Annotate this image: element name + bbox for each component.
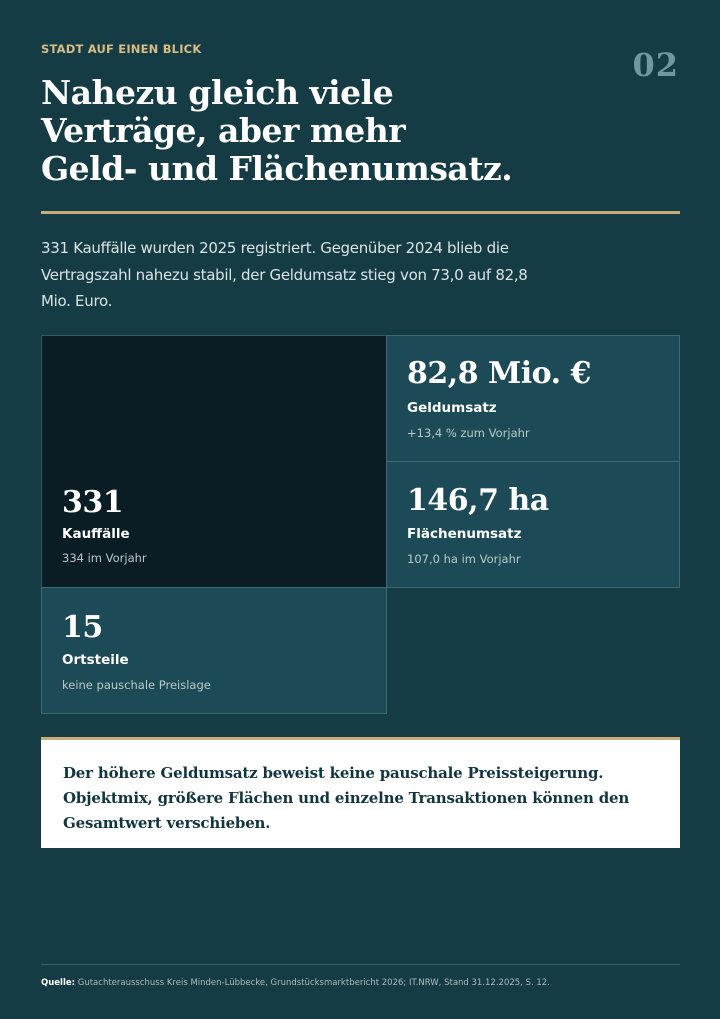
stat-note: 107,0 ha im Vorjahr	[407, 552, 521, 566]
stat-tile-kauffaelle	[41, 335, 387, 588]
footer-divider	[41, 964, 680, 965]
stat-value: 15	[62, 610, 103, 645]
title-line: Geld- und Flächenumsatz.	[41, 149, 513, 188]
source-note	[41, 978, 680, 988]
title-line: Nahezu gleich viele	[41, 73, 394, 112]
section-eyebrow: STADT AUF EINEN BLICK	[41, 42, 202, 56]
stat-label: Geldumsatz	[407, 400, 497, 416]
stat-tile-ortsteile	[41, 587, 387, 714]
stat-tile-flaechenumsatz	[386, 461, 680, 588]
callout-text: Der höhere Geldumsatz beweist keine pauschale Preissteigerung. Objektmix, größere Flächen und einzelne Transaktionen können den Gesamtwert verschieben.	[63, 764, 630, 832]
stat-note: +13,4 % zum Vorjahr	[407, 426, 530, 440]
stat-label: Flächenumsatz	[407, 526, 522, 542]
source-text: Gutachterausschuss Kreis Minden-Lübbecke, Grundstücksmarktbericht 2026; IT.NRW, Stand 31.12.2025, S. 12.	[77, 978, 550, 988]
stat-label: Ortsteile	[62, 652, 129, 668]
gold-divider	[41, 211, 680, 214]
title-line: Verträge, aber mehr	[41, 111, 406, 150]
callout-box	[41, 737, 680, 848]
stat-label: Kauffälle	[62, 526, 130, 542]
stat-value: 146,7 ha	[407, 483, 549, 518]
intro-paragraph: 331 Kauffälle wurden 2025 registriert. Gegenüber 2024 blieb die Vertragszahl nahezu stabil, der Geldumsatz stieg von 73,0 auf 82,8 Mio. Euro.	[41, 239, 528, 310]
stats-grid	[41, 335, 680, 714]
stat-value: 331	[62, 485, 124, 520]
page-title	[41, 74, 601, 188]
page-number: 02	[632, 46, 679, 84]
stat-note: 334 im Vorjahr	[62, 551, 147, 565]
source-label: Quelle:	[41, 978, 76, 988]
stat-tile-geldumsatz	[386, 335, 680, 462]
stat-note: keine pauschale Preislage	[62, 678, 211, 692]
stat-value: 82,8 Mio. €	[407, 356, 591, 391]
